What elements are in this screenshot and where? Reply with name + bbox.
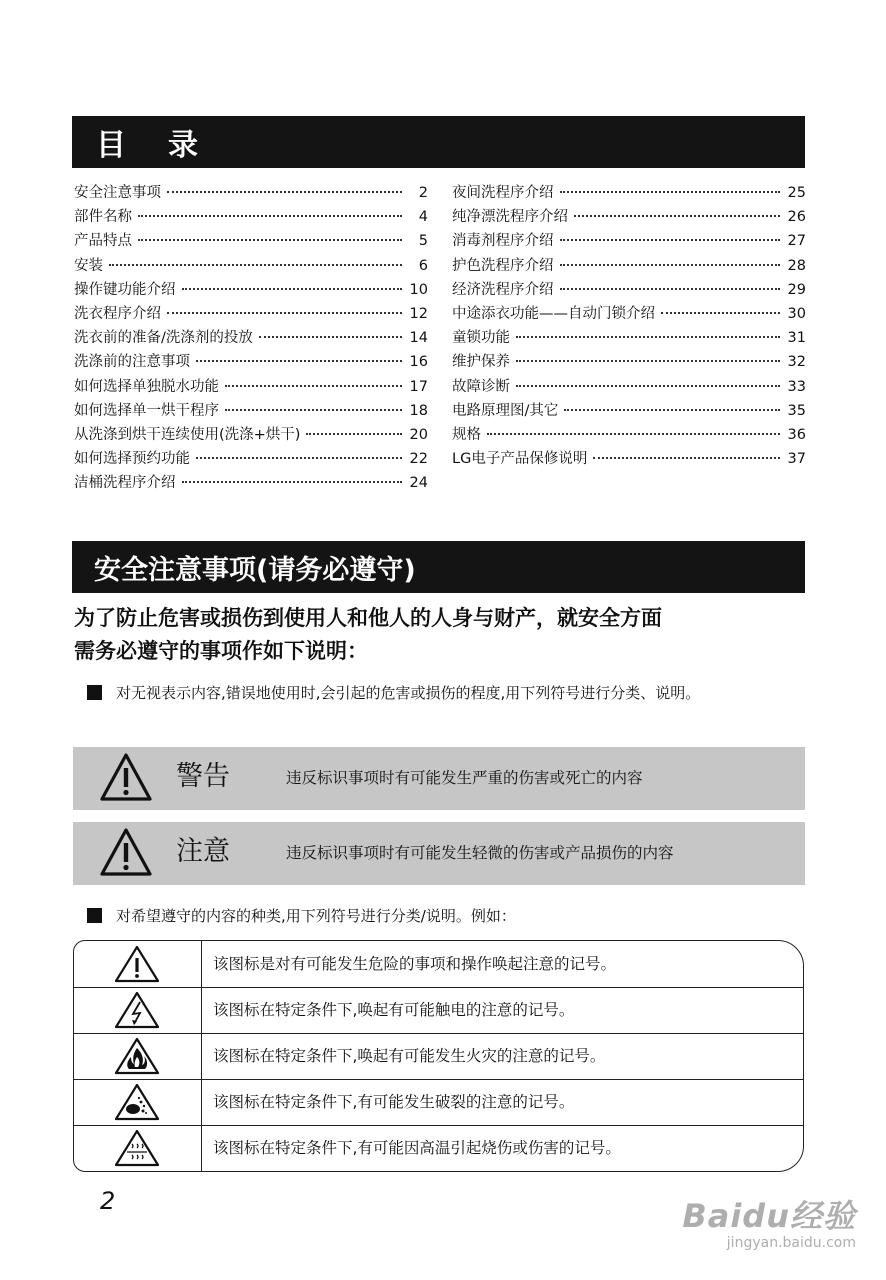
caution-description: 违反标识事项时有可能发生轻微的伤害或产品损伤的内容 <box>286 844 674 862</box>
safety-heading <box>72 541 805 593</box>
symbol-description: 该图标在特定条件下,有可能因高温引起烧伤或伤害的记号。 <box>213 1139 621 1157</box>
toc-leader-dots <box>564 409 780 411</box>
toc-entry-title: 如何选择单一烘干程序 <box>74 402 219 419</box>
toc-entry-title: 故障诊断 <box>452 378 510 395</box>
row-divider <box>74 987 803 988</box>
symbol-description: 该图标在特定条件下,唤起有可能触电的注意的记号。 <box>213 1001 575 1019</box>
toc-entry-page: 33 <box>787 378 806 395</box>
toc-entry-title: LG电子产品保修说明 <box>452 451 588 468</box>
toc-entry <box>74 423 428 447</box>
toc-leader-dots <box>593 457 780 459</box>
toc-entry-page: 28 <box>787 257 806 274</box>
toc-entry-title: 规格 <box>452 426 481 443</box>
toc-heading-text: 目 录 <box>96 128 204 163</box>
toc-entry-title: 中途添衣功能——自动门锁介绍 <box>452 305 655 322</box>
toc-entry-page: 22 <box>409 451 428 468</box>
safety-intro <box>74 602 814 668</box>
toc-entry <box>74 229 428 253</box>
toc-entry-title: 洗涤前的注意事项 <box>74 354 190 371</box>
toc-entry-page: 6 <box>418 257 428 274</box>
toc-entry-title: 安全注意事项 <box>74 185 161 201</box>
toc-entry-title: 维护保养 <box>452 354 510 371</box>
toc-leader-dots <box>560 239 781 241</box>
symbol-table <box>73 940 804 1172</box>
toc-leader-dots <box>306 433 402 435</box>
toc-leader-dots <box>167 312 402 314</box>
fire-triangle-icon <box>113 1036 161 1076</box>
toc-leader-dots <box>182 481 403 483</box>
toc-entry-title: 安装 <box>74 257 103 274</box>
caution-triangle-icon <box>100 827 152 877</box>
toc-entry-page: 36 <box>787 426 806 443</box>
toc-entry-page: 31 <box>787 330 806 347</box>
toc-entry-title: 洗衣程序介绍 <box>74 305 161 322</box>
row-divider <box>74 1033 803 1034</box>
toc-entry-page: 12 <box>409 305 428 322</box>
page-number: 2 <box>100 1187 116 1215</box>
toc-leader-dots <box>196 457 402 459</box>
toc-entry-page: 27 <box>787 233 806 250</box>
baidu-watermark <box>682 1198 856 1252</box>
toc-entry-title: 如何选择单独脱水功能 <box>74 378 219 395</box>
toc-leader-dots <box>167 191 402 193</box>
toc-right-column <box>452 181 806 471</box>
toc-entry <box>74 350 428 374</box>
toc-entry <box>452 254 806 278</box>
toc-entry-title: 纯净漂洗程序介绍 <box>452 209 568 226</box>
toc-entry-page: 2 <box>418 185 428 201</box>
toc-leader-dots <box>516 360 780 362</box>
toc-entry-page: 29 <box>787 281 806 298</box>
toc-entry-page: 18 <box>409 402 428 419</box>
toc-leader-dots <box>560 191 781 193</box>
row-divider <box>74 1125 803 1126</box>
toc-leader-dots <box>560 264 781 266</box>
toc-leader-dots <box>574 215 780 217</box>
explosion-triangle-icon <box>113 1082 161 1122</box>
toc-entry-title: 洁桶洗程序介绍 <box>74 475 176 492</box>
toc-entry <box>452 447 806 471</box>
toc-entry <box>74 205 428 229</box>
toc-leader-dots <box>516 385 780 387</box>
toc-entry-page: 10 <box>409 281 428 298</box>
exclamation-triangle-icon <box>113 944 161 984</box>
toc-entry-title: 从洗涤到烘干连续使用(洗涤+烘干) <box>74 426 301 443</box>
toc-entry <box>74 447 428 471</box>
toc-leader-dots <box>138 239 402 241</box>
toc-entry-title: 产品特点 <box>74 233 132 250</box>
toc-entry-page: 35 <box>787 402 806 419</box>
note-severity <box>87 680 807 706</box>
intro-line-1: 为了防止危害或损伤到使用人和他人的人身与财产，就安全方面 <box>74 606 662 630</box>
hot-surface-triangle-icon <box>113 1128 161 1168</box>
toc-entry-page: 26 <box>787 209 806 226</box>
toc-entry <box>74 302 428 326</box>
toc-entry-page: 17 <box>409 378 428 395</box>
toc-entry <box>74 181 428 205</box>
toc-leader-dots <box>487 433 780 435</box>
toc-leader-dots <box>196 360 402 362</box>
toc-leader-dots <box>259 336 402 338</box>
toc-entry-page: 4 <box>418 209 428 226</box>
toc-leader-dots <box>516 336 780 338</box>
toc-entry-page: 16 <box>409 354 428 371</box>
toc-entry <box>452 181 806 205</box>
toc-entry-title: 如何选择预约功能 <box>74 451 190 468</box>
toc-entry-title: 部件名称 <box>74 209 132 226</box>
toc-entry-page: 20 <box>409 426 428 443</box>
toc-entry <box>74 471 428 495</box>
toc-entry <box>452 278 806 302</box>
toc-entry-page: 5 <box>418 233 428 250</box>
safety-heading-text: 安全注意事项(请务必遵守) <box>94 554 416 586</box>
toc-entry-page: 25 <box>787 185 806 201</box>
watermark-logo: Baidu经验 <box>682 1197 856 1235</box>
toc-entry <box>452 205 806 229</box>
toc-entry <box>452 399 806 423</box>
toc-entry <box>452 423 806 447</box>
toc-entry-page: 32 <box>787 354 806 371</box>
toc-entry <box>452 326 806 350</box>
watermark-url: jingyan.baidu.com <box>726 1235 856 1251</box>
toc-entry <box>74 278 428 302</box>
warning-label: 警告 <box>176 761 230 792</box>
toc-leader-dots <box>225 409 402 411</box>
square-bullet-icon <box>87 908 102 923</box>
toc-leader-dots <box>225 385 402 387</box>
note-severity-text: 对无视表示内容,错误地使用时,会引起的危害或损伤的程度,用下列符号进行分类、说明。 <box>116 684 701 702</box>
toc-entry-page: 24 <box>409 475 428 492</box>
toc-entry-title: 操作键功能介绍 <box>74 281 176 298</box>
note-symbol-types <box>87 903 807 929</box>
toc-entry-title: 经济洗程序介绍 <box>452 281 554 298</box>
caution-label: 注意 <box>176 836 230 867</box>
square-bullet-icon <box>87 685 102 700</box>
symbol-description: 该图标在特定条件下,有可能发生破裂的注意的记号。 <box>213 1093 575 1111</box>
symbol-description: 该图标是对有可能发生危险的事项和操作唤起注意的记号。 <box>213 955 617 973</box>
toc-entry-page: 14 <box>409 330 428 347</box>
toc-entry <box>74 254 428 278</box>
toc-leader-dots <box>138 215 402 217</box>
toc-left-column <box>74 181 428 495</box>
toc-entry-title: 护色洗程序介绍 <box>452 257 554 274</box>
toc-entry-title: 童锁功能 <box>452 330 510 347</box>
warning-description: 违反标识事项时有可能发生严重的伤害或死亡的内容 <box>286 769 643 787</box>
toc-heading <box>72 116 805 168</box>
toc-entry-title: 消毒剂程序介绍 <box>452 233 554 250</box>
note-symbol-types-text: 对希望遵守的内容的种类,用下列符号进行分类/说明。例如： <box>116 907 516 925</box>
toc-entry <box>452 375 806 399</box>
toc-leader-dots <box>560 288 781 290</box>
row-divider <box>74 1079 803 1080</box>
toc-entry-page: 37 <box>787 451 806 468</box>
toc-entry <box>74 326 428 350</box>
toc-entry <box>452 350 806 374</box>
toc-entry <box>74 399 428 423</box>
toc-entry <box>74 375 428 399</box>
toc-entry <box>452 229 806 253</box>
symbol-description: 该图标在特定条件下,唤起有可能发生火灾的注意的记号。 <box>213 1047 606 1065</box>
toc-entry-title: 电路原理图/其它 <box>452 402 559 419</box>
toc-entry <box>452 302 806 326</box>
warning-panel <box>73 747 805 810</box>
toc-entry-title: 洗衣前的准备/洗涤剂的投放 <box>74 330 253 347</box>
toc-leader-dots <box>109 264 402 266</box>
intro-line-2: 需务必遵守的事项作如下说明： <box>74 639 368 663</box>
toc-entry-page: 30 <box>787 305 806 322</box>
toc-entry-title: 夜间洗程序介绍 <box>452 185 554 201</box>
caution-panel <box>73 822 805 885</box>
warning-triangle-icon <box>100 752 152 802</box>
toc-leader-dots <box>661 312 780 314</box>
electric-shock-triangle-icon <box>113 990 161 1030</box>
toc-leader-dots <box>182 288 403 290</box>
table-divider <box>201 941 202 1171</box>
